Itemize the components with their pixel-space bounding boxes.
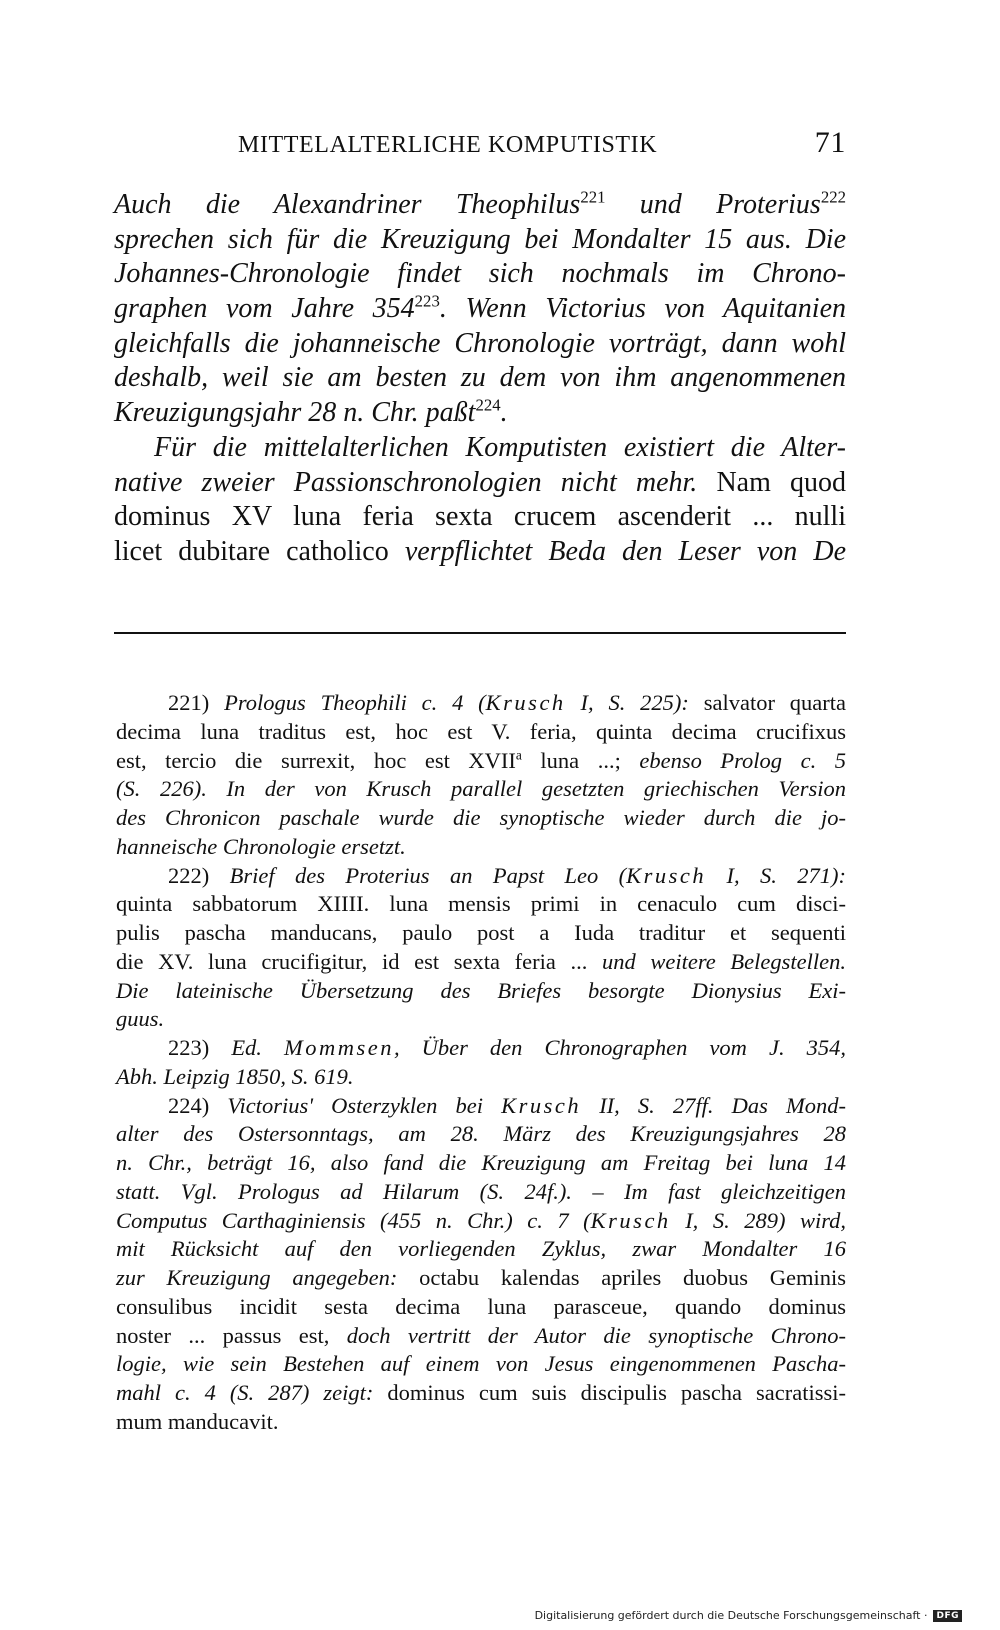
text-line: gleichfalls die johanneische Chronologie vorträgt, dann wohl xyxy=(114,327,846,359)
text-line: native zweier Passionschronologien nicht mehr. Nam quod xyxy=(114,466,847,498)
text-line: graphen vom Jahre $354^{223}$. Wenn Victorius von Aquitanien xyxy=(114,291,847,325)
footnote-line: est, tercio die surrexit, hoc est XVII$^a$ luna ...; ebenso Prolog c. 5 xyxy=(116,747,846,773)
footnote-line: 224) Victorius' Osterzyklen bei Krusch II, S. 27ff. Das Mond- xyxy=(168,1092,847,1118)
footnote-line: alter des Ostersonntags, am 28. März des Kreuzigungsjahres 28 xyxy=(116,1121,846,1147)
footnote-line: 222) Brief des Proterius an Papst Leo (Krusch I, S. 271): xyxy=(168,862,846,888)
text-line: deshalb, weil sie am besten zu dem von ihm angenommenen xyxy=(114,362,846,394)
footnote-line: die XV. luna crucifigitur, id est sexta feria ... und weitere Belegstellen. xyxy=(116,948,847,974)
footnote-line: noster ... passus est, doch vertritt der Autor die synoptische Chrono- xyxy=(116,1322,846,1348)
footnote-line: zur Kreuzigung angegeben: octabu kalendas apriles duobus Geminis xyxy=(116,1265,847,1290)
text-line: Auch die Alexandriner Theophilus$^{221}$ und Proterius$^{222}$ xyxy=(114,187,846,220)
text-line: Johannes-Chronologie findet sich nochmals im Chrono- xyxy=(114,258,846,290)
footnote-line: n. Chr., beträgt 16, also fand die Kreuzigung am Freitag bei luna 14 xyxy=(116,1150,846,1175)
running-head xyxy=(116,126,846,166)
footnote-line: logie, wie sein Bestehen auf einem von Jesus eingenommenen Pascha- xyxy=(116,1351,846,1377)
footnote-separator xyxy=(114,632,846,634)
dfg-logo: DFG xyxy=(933,1610,962,1622)
credit-text: Digitalisierung gefördert durch die Deutsche Forschungsgemeinschaft · xyxy=(534,1609,928,1622)
text-line: Für die mittelalterlichen Komputisten existiert die Alter- xyxy=(154,431,846,463)
footnote-line: statt. Vgl. Prologus ad Hilarum (S. 24f.). – Im fast gleichzeitigen xyxy=(116,1178,846,1204)
footnote-line: guus. xyxy=(116,1006,165,1032)
footnote-line: 221) Prologus Theophili c. 4 (Krusch I, S. 225): salvator quarta xyxy=(168,690,847,715)
footnote-line: hanneische Chronologie ersetzt. xyxy=(116,833,406,859)
text-line: dominus XV luna feria sexta crucem ascenderit ... nulli xyxy=(114,501,846,533)
running-title: MITTELALTERLICHE KOMPUTISTIK xyxy=(238,132,658,158)
footnote-line: mahl c. 4 (S. 287) zeigt: dominus cum suis discipulis pascha sacratissi- xyxy=(116,1380,846,1405)
footnote-line: 223) Ed. Mommsen, Über den Chronographen vom J. 354, xyxy=(168,1035,847,1060)
footnotes xyxy=(116,689,846,1437)
footnote-line: Computus Carthaginiensis (455 n. Chr.) c. 7 (Krusch I, S. 289) wird, xyxy=(116,1207,846,1233)
text-line: sprechen sich für die Kreuzigung bei Mondalter 15 aus. Die xyxy=(114,223,846,255)
footnote-line: Abh. Leipzig 1850, S. 619. xyxy=(116,1063,354,1089)
footnote-line: mit Rücksicht auf den vorliegenden Zyklus, zwar Mondalter 16 xyxy=(116,1236,846,1262)
footnote-line: consulibus incidit sesta decima luna parasceue, quando dominus xyxy=(116,1293,846,1319)
footnote-line: quinta sabbatorum XIIII. luna mensis primi in cenaculo cum disci- xyxy=(116,891,846,917)
footnote-line: mum manducavit. xyxy=(116,1408,279,1434)
main-text xyxy=(114,188,846,570)
footnote-line: (S. 226). In der von Krusch parallel gesetzten griechischen Version xyxy=(116,776,846,802)
footnote-line: des Chronicon paschale wurde die synoptische wieder durch die jo- xyxy=(116,805,846,830)
digitization-credit xyxy=(535,1609,962,1622)
footnote-line: Die lateinische Übersetzung des Briefes besorgte Dionysius Exi- xyxy=(116,977,846,1003)
footnote-line: decima luna traditus est, hoc est V. feria, quinta decima crucifixus xyxy=(116,718,846,744)
footnote-line: pulis pascha manducans, paulo post a Iuda traditur et sequenti xyxy=(116,920,846,945)
page-number: 71 xyxy=(814,126,846,159)
text-line: Kreuzigungsjahr 28 n. Chr. paßt$^{224}$. xyxy=(114,395,508,429)
text-line: licet dubitare catholico verpflichtet Beda den Leser von De xyxy=(114,535,847,567)
